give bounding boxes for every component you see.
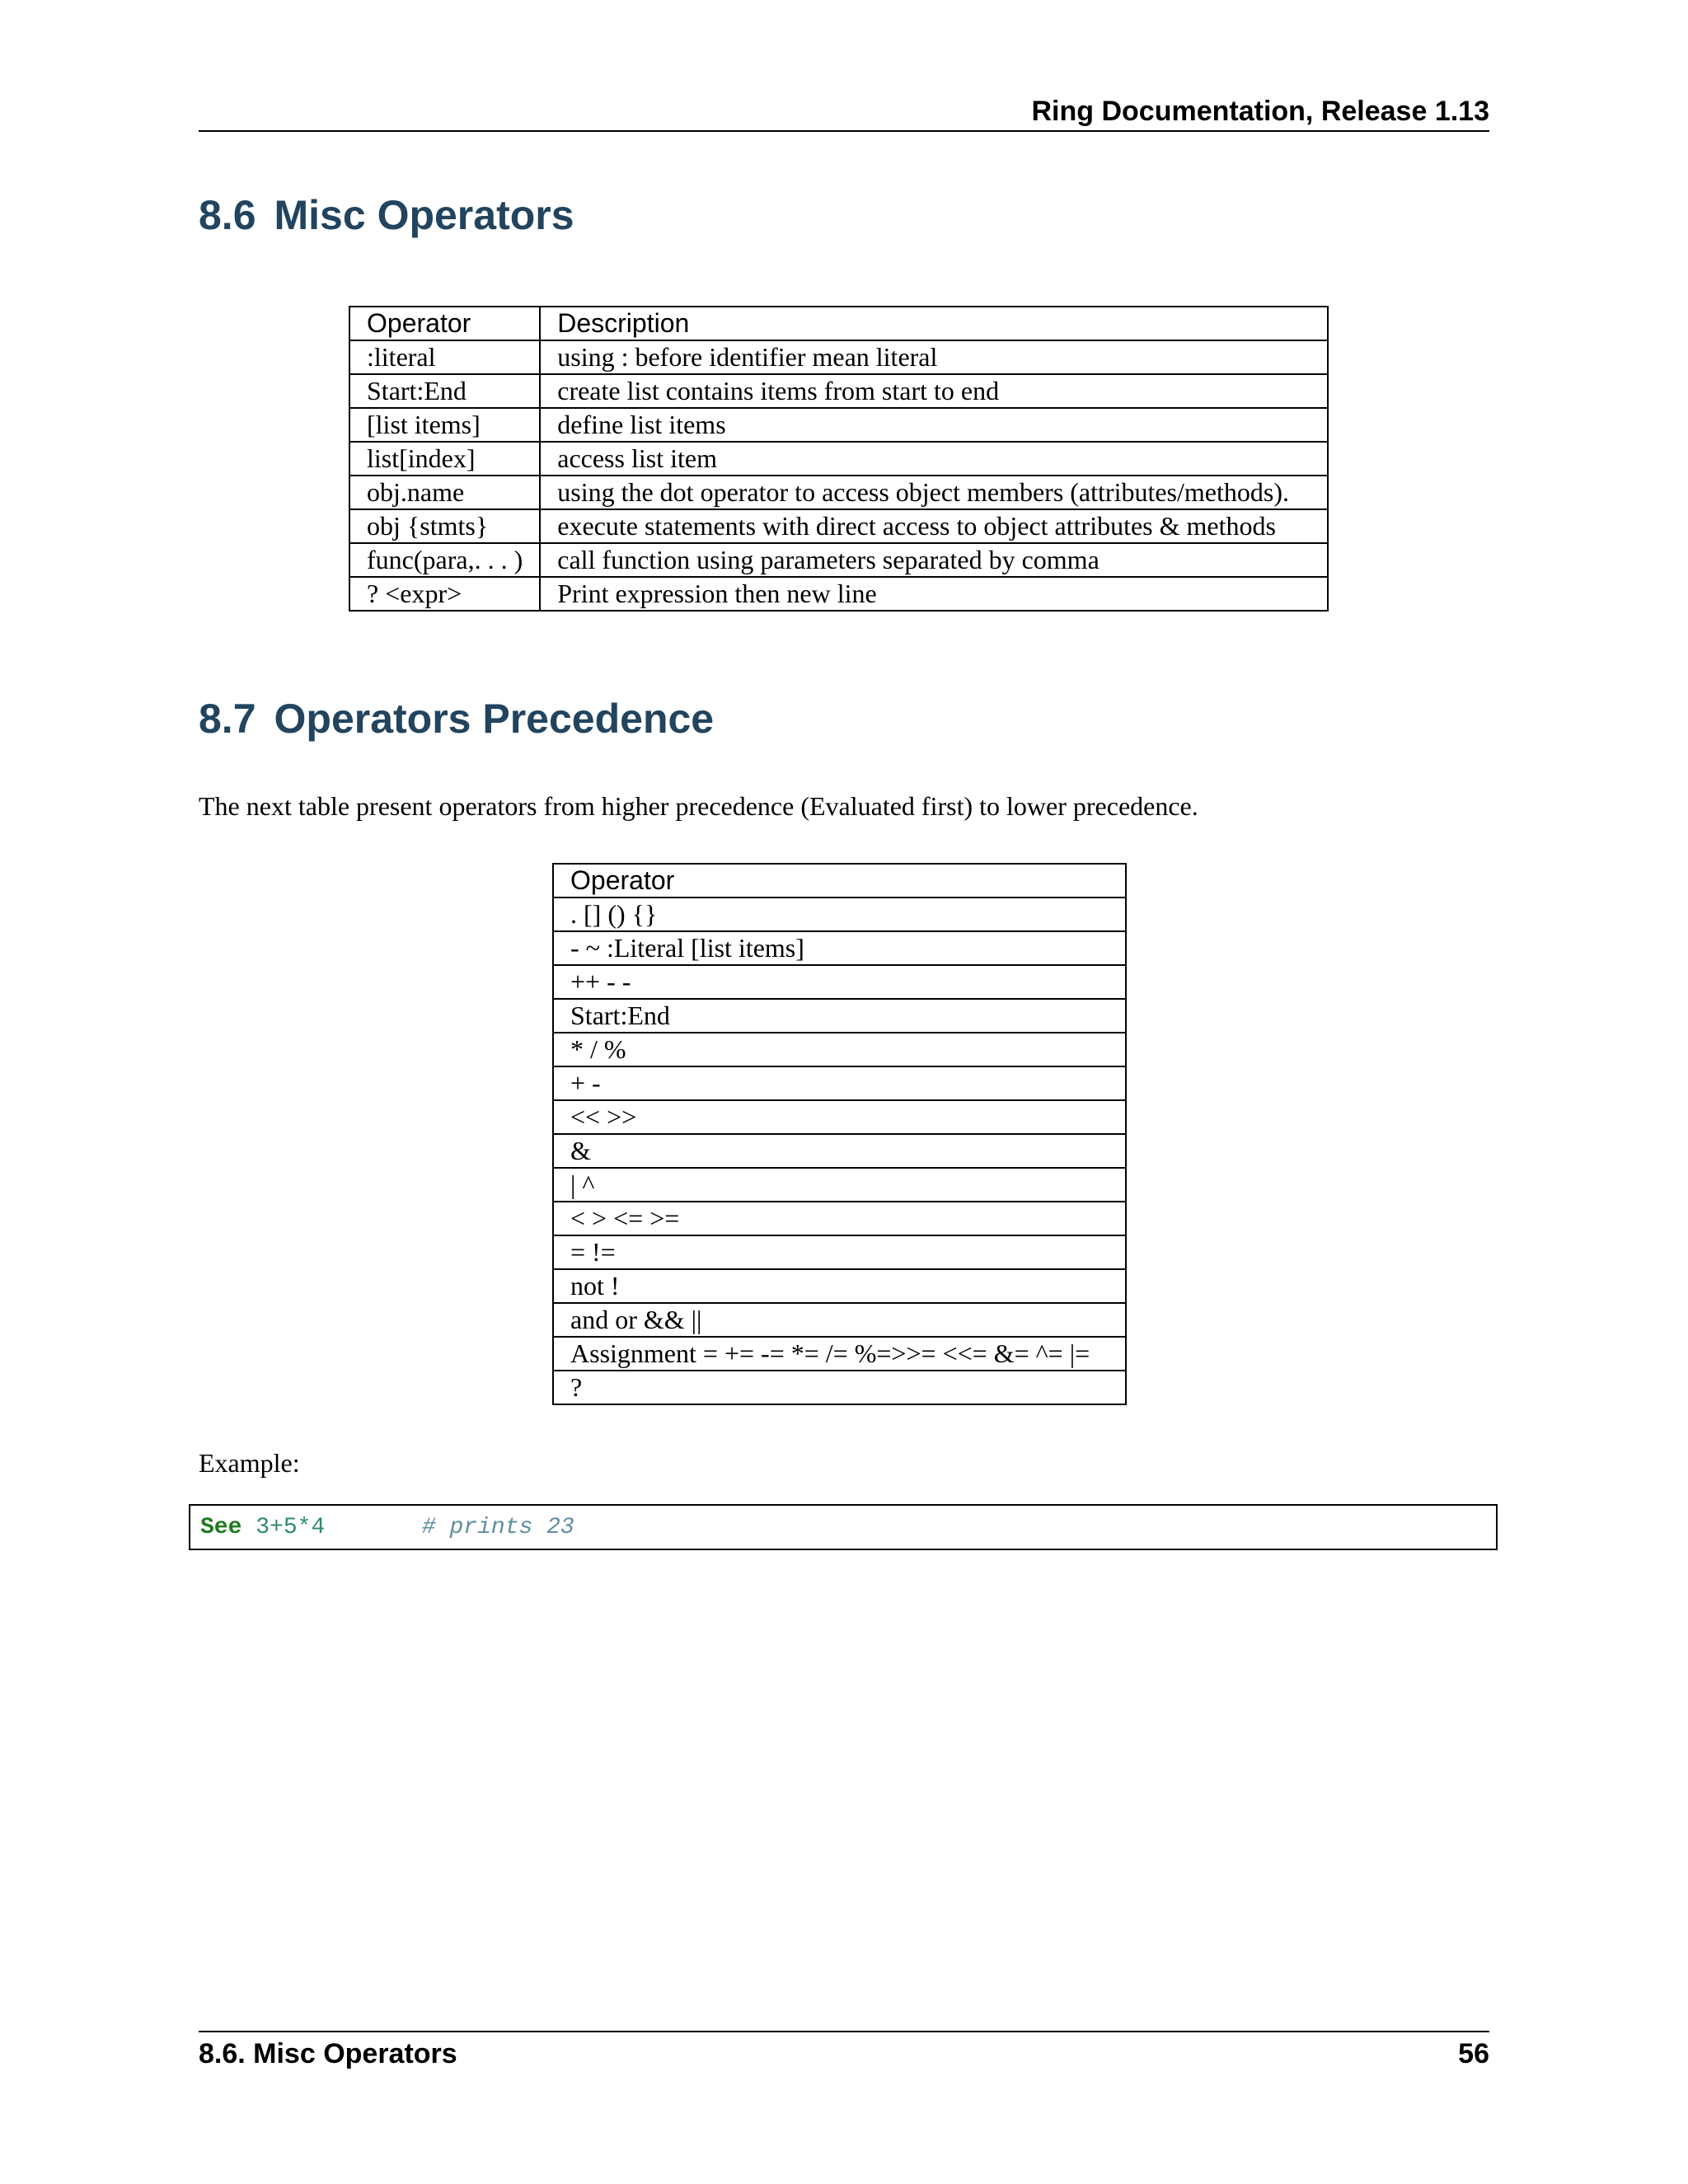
example-label: Example: [199,1448,300,1478]
table-row [553,999,1126,1033]
operator-cell: ++ - - [553,965,1126,999]
operator-cell: func(para,. . . ) [349,543,540,577]
section-heading-misc-operators [199,191,574,239]
table-row [553,931,1126,965]
table-row [553,1066,1126,1100]
table-row [553,1337,1126,1371]
operator-cell: [list items] [349,408,540,442]
section-title: Misc Operators [274,192,574,238]
section-number: 8.7 [199,696,256,742]
table-row [349,442,1328,476]
code-block [189,1504,1498,1550]
table-row [553,1371,1126,1404]
operator-cell: + - [553,1066,1126,1100]
operator-cell: < > <= >= [553,1202,1126,1235]
footer-section: 8.6. Misc Operators [199,2038,457,2069]
operator-cell: :literal [349,340,540,374]
table-header-row [553,864,1126,898]
section-number: 8.6 [199,192,256,238]
table-row [349,543,1328,577]
operator-cell: ? [553,1371,1126,1404]
description-cell: using : before identifier mean literal [540,340,1328,374]
section-title: Operators Precedence [274,696,715,742]
operator-cell: . [] () {} [553,898,1126,931]
description-cell: execute statements with direct access to object attributes & methods [540,509,1328,543]
table-row [553,965,1126,999]
column-header-operator: Operator [349,307,540,340]
page-number: 56 [1458,2038,1489,2069]
table-row [349,476,1328,509]
operator-cell: - ~ :Literal [list items] [553,931,1126,965]
description-cell: create list contains items from start to end [540,374,1328,408]
table-row [349,577,1328,611]
code-spacing [325,1515,422,1540]
misc-operators-table [349,306,1329,612]
table-row [553,1168,1126,1202]
description-cell: Print expression then new line [540,577,1328,611]
code-comment: # prints 23 [421,1515,574,1540]
column-header-operator: Operator [553,864,1126,898]
table-row [553,1100,1126,1134]
code-expression: 3+5*4 [256,1515,326,1540]
description-cell: using the dot operator to access object members (attributes/methods). [540,476,1328,509]
table-row [553,1235,1126,1269]
operator-cell: obj.name [349,476,540,509]
description-cell: define list items [540,408,1328,442]
description-cell: call function using parameters separated by comma [540,543,1328,577]
running-header: Ring Documentation, Release 1.13 [199,92,1489,132]
table-row [553,1303,1126,1337]
section-heading-operators-precedence [199,695,714,743]
table-row [553,1202,1126,1235]
precedence-table [552,863,1127,1405]
intro-paragraph: The next table present operators from higher precedence (Evaluated first) to lower precedence. [199,791,1198,821]
description-cell: access list item [540,442,1328,476]
code-keyword: See [200,1515,242,1540]
table-row [349,374,1328,408]
table-header-row [349,307,1328,340]
table-row [553,1134,1126,1168]
operator-cell: = != [553,1235,1126,1269]
table-row [349,509,1328,543]
table-row [553,1033,1126,1066]
operator-cell: & [553,1134,1126,1168]
operator-cell: ? <expr> [349,577,540,611]
operator-cell: << >> [553,1100,1126,1134]
table-row [553,898,1126,931]
operator-cell: Assignment = += -= *= /= %=>>= <<= &= ^= |= [553,1337,1126,1371]
table-row [553,1269,1126,1303]
running-footer [199,2031,1489,2074]
column-header-description: Description [540,307,1328,340]
operator-cell: Start:End [349,374,540,408]
operator-cell: Start:End [553,999,1126,1033]
table-row [349,408,1328,442]
table-row [349,340,1328,374]
operator-cell: list[index] [349,442,540,476]
operator-cell: and or && || [553,1303,1126,1337]
operator-cell: | ^ [553,1168,1126,1202]
operator-cell: not ! [553,1269,1126,1303]
operator-cell: obj {stmts} [349,509,540,543]
operator-cell: * / % [553,1033,1126,1066]
